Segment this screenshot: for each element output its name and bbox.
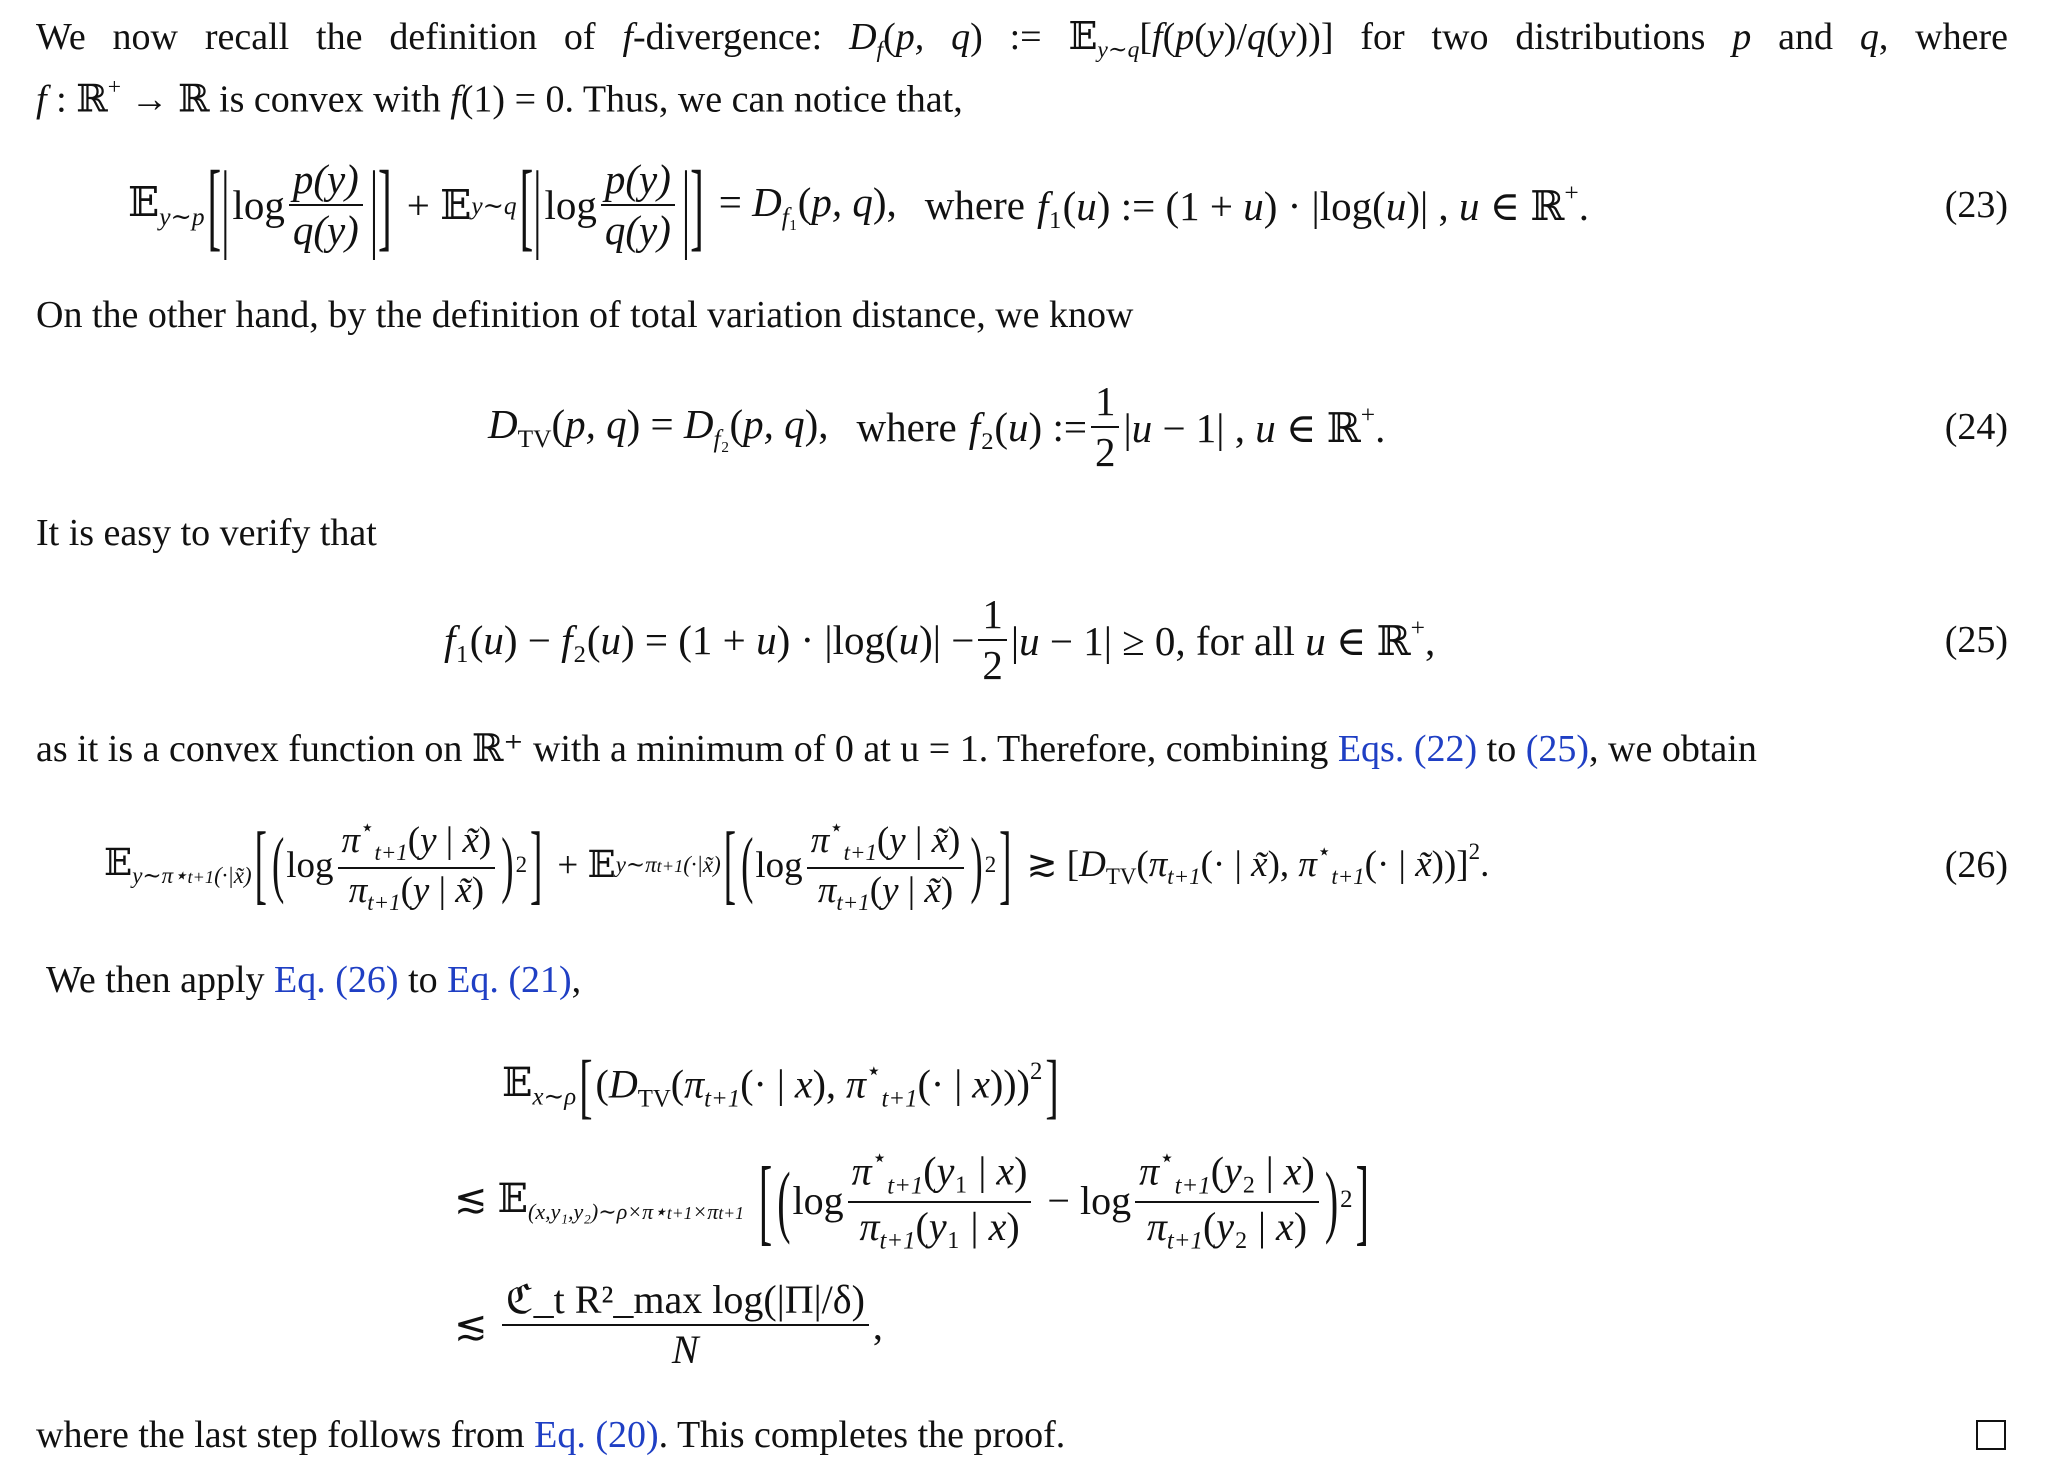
para-verify: It is easy to verify that: [36, 512, 377, 554]
para-final-after: . This completes the proof.: [658, 1414, 1066, 1456]
para-convex: [36, 724, 2008, 774]
intro-line-1: We now recall the definition of f-divergence: $D_f(p$, q) := 𝔼$_{y\sim q}$[f(p(y)/q(y))] for two distributions p and q, where: [36, 16, 2008, 64]
para-final: [36, 1410, 2008, 1460]
align-line-3: ≲ $\frac{\text{ℭ\_t R²\_max log(|Π|/δ)}}{N}$ ,: [454, 1277, 883, 1372]
link-eq-20[interactable]: Eq. (20): [534, 1414, 659, 1456]
align-line-3-numerator: ℭ_t R²_max log(|Π|/δ): [502, 1278, 869, 1326]
equation-24: $D_{TV}(p$, $q) = D_{f_2}(p$, q), where f₂(u) := $\frac{1}{2}$ |u − 1| , u ∈ ℝ+. (24): [36, 362, 2008, 492]
eq23-number: (23): [1944, 184, 2008, 226]
eq24-where: where: [856, 404, 957, 450]
eq26-number: (26): [1944, 844, 2008, 886]
align-line-1: 𝔼$_{x\sim\rho}$ [ ($D_{TV}(\pi_{t+1}(\cdot$ | x), $\pi^⋆_{t+1}(\cdot$ | x)))$^2$ ]: [502, 1044, 1059, 1126]
eq25-number: (25): [1944, 619, 2008, 661]
para-convex-before: as it is a convex function on ℝ⁺ with a minimum of 0 at u = 1. Therefore, combining: [36, 728, 1338, 770]
link-eq-25[interactable]: (25): [1525, 728, 1590, 770]
link-eq-21[interactable]: Eq. (21): [447, 959, 572, 1001]
link-eq-26[interactable]: Eq. (26): [274, 959, 399, 1001]
para-apply-mid: to: [398, 959, 448, 1001]
align-line-2: ≲ 𝔼$_{(x,y_1,y_2)\sim\rho\times\pi⋆t+1\times\pi t+1}$ [ ( log $\frac{\pi^⋆_{t+1}(y_1 | x)}{\pi_{t+1}(y_1 | x)}$ − log $\frac{\pi^⋆_{t+1}(y_2 | x)}{\pi_{t+1}(y_2 | x)}$ ) 2 ]: [454, 1144, 1369, 1255]
para-apply-after: ,: [571, 959, 582, 1001]
eq24-number: (24): [1944, 406, 2008, 448]
align-line-3-denominator: N: [671, 1327, 699, 1372]
eq23-where: where: [924, 182, 1025, 228]
para-apply-before: We then apply: [46, 959, 275, 1001]
qed-square-icon: [1976, 1420, 2006, 1450]
align-line-2-subscript: (x,y₁,y₂)∼ρ×π⋆t+1×πt+1: [528, 1199, 744, 1225]
para-convex-mid: to: [1477, 728, 1526, 770]
intro-line-2: f : ℝ+ → ℝ is convex with f(1) = 0. Thus, we can notice that,: [36, 74, 963, 121]
para-final-before: where the last step follows from: [36, 1414, 535, 1456]
para-convex-after: , we obtain: [1589, 728, 1757, 770]
para-total-variation: On the other hand, by the definition of total variation distance, we know: [36, 294, 1134, 336]
equation-23: 𝔼$_{y\sim p}$ [| log $\frac{p(y)}{q(y)}$ |] + 𝔼 y∼q [| log $\frac{p(y)}{q(y)}$ |] = $D_{f_1}(p$, q), where f₁(u) := (1 + u) · |log(u)| , u ∈ ℝ+. (23): [36, 140, 2008, 270]
equation-26: 𝔼$_{y\sim\pi⋆t+1(\cdot|x̃)}$ [ ( log $\frac{\pi^⋆_{t+1}(y | x̃)}{\pi_{t+1}(y | x̃)}$ ) 2 ] + 𝔼 y∼πt+1(·|x̃) [ ( log $\frac{\pi^⋆_{t+1}(y | x̃)}{\pi_{t+1}(y | x̃)}$ ) 2 ] ≳ [$D_{TV}(\pi_{t+1}(\cdot$ | x̃), $\pi^⋆_{t+1}(\cdot$ | x̃))]$^2$. (26): [36, 800, 2008, 930]
para-apply: [46, 955, 2008, 1005]
link-eqs-22[interactable]: Eqs. (22): [1337, 728, 1478, 770]
equation-25: f₁(u) − f₂(u) = (1 + u) · |log(u)| − $\frac{1}{2}$ |u − 1| ≥ 0, for all u ∈ ℝ+, (25): [36, 575, 2008, 705]
